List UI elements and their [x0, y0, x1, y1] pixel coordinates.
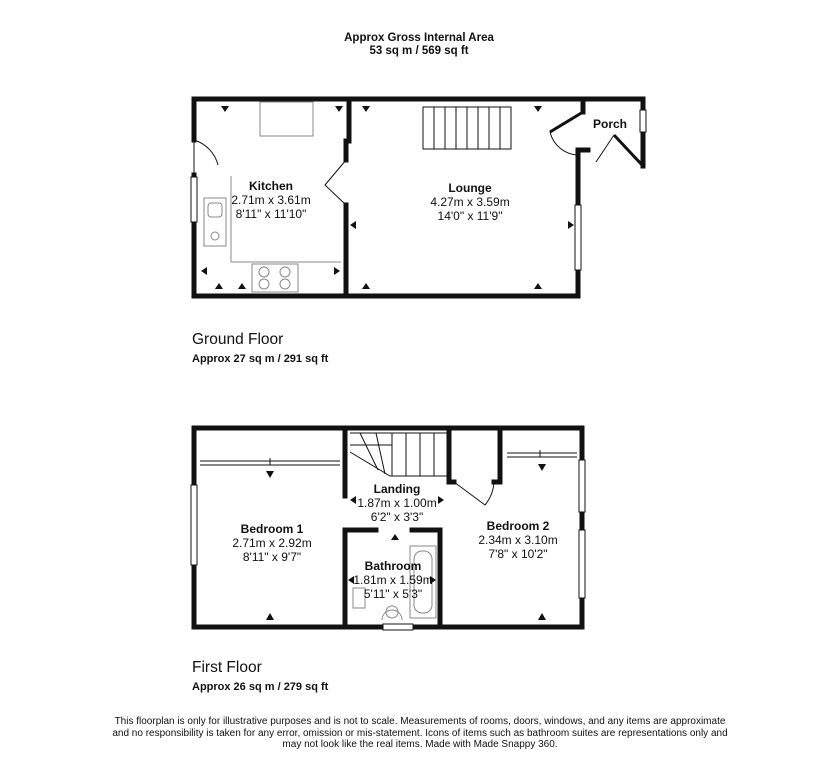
bedroom1-wardrobe	[200, 458, 340, 465]
room-landing	[345, 482, 449, 524]
landing-imperial: 6'2" x 3'3"	[370, 510, 424, 524]
room-bedroom-2	[463, 519, 573, 561]
bedroom2-wardrobe	[507, 450, 577, 457]
porch-name: Porch	[592, 117, 627, 131]
bedroom2-name: Bedroom 2	[486, 519, 550, 533]
bedroom1-metric: 2.71m x 2.92m	[232, 536, 312, 550]
first-floor-title: First Floor	[192, 659, 262, 676]
room-kitchen	[221, 179, 321, 221]
bathroom-metric: 1.81m x 1.59m	[353, 573, 433, 587]
bedroom2-imperial: 7'8" x 10'2"	[488, 547, 548, 561]
bedroom1-name: Bedroom 1	[240, 522, 304, 536]
disclaimer-line-2: and no responsibility is taken for any error, omission or mis-statement. Icons of items such as bathroom suites are representations only and	[112, 727, 728, 739]
bedroom2-metric: 2.34m x 3.10m	[478, 533, 558, 547]
landing-metric: 1.87m x 1.00m	[357, 496, 437, 510]
gross-area-title: Approx Gross Internal Area	[344, 32, 494, 44]
bathroom-imperial: 5'11" x 5'3"	[363, 587, 423, 601]
gross-area-value: 53 sq m / 569 sq ft	[369, 45, 469, 57]
ground-floor-title: Ground Floor	[192, 331, 284, 348]
bedroom1-imperial: 8'11" x 9'7"	[242, 550, 302, 564]
lounge-name: Lounge	[448, 181, 492, 195]
room-porch	[588, 117, 632, 131]
kitchen-metric: 2.71m x 3.61m	[231, 193, 311, 207]
disclaimer-line-1: This floorplan is only for illustrative purposes and is not to scale. Measurements of rooms, doors, windows, and any items are approximate	[114, 716, 726, 727]
lounge-metric: 4.27m x 3.59m	[430, 195, 510, 209]
bathroom-name: Bathroom	[364, 559, 422, 573]
room-bathroom	[345, 559, 441, 601]
disclaimer	[100, 716, 740, 751]
kitchen-imperial: 8'11" x 11'10"	[235, 207, 307, 221]
ground-floor-area: Approx 27 sq m / 291 sq ft	[192, 353, 329, 365]
first-floor-area: Approx 26 sq m / 279 sq ft	[192, 681, 329, 693]
lounge-imperial: 14'0" x 11'9"	[437, 209, 503, 223]
first-stairs	[350, 433, 447, 476]
ground-stairs	[423, 107, 511, 149]
kitchen-name: Kitchen	[248, 179, 293, 193]
room-lounge	[415, 181, 525, 223]
disclaimer-line-3: may not look like the real items. Made with Made Snappy 360.	[282, 739, 558, 750]
landing-name: Landing	[373, 482, 421, 496]
room-bedroom-1	[217, 522, 327, 564]
